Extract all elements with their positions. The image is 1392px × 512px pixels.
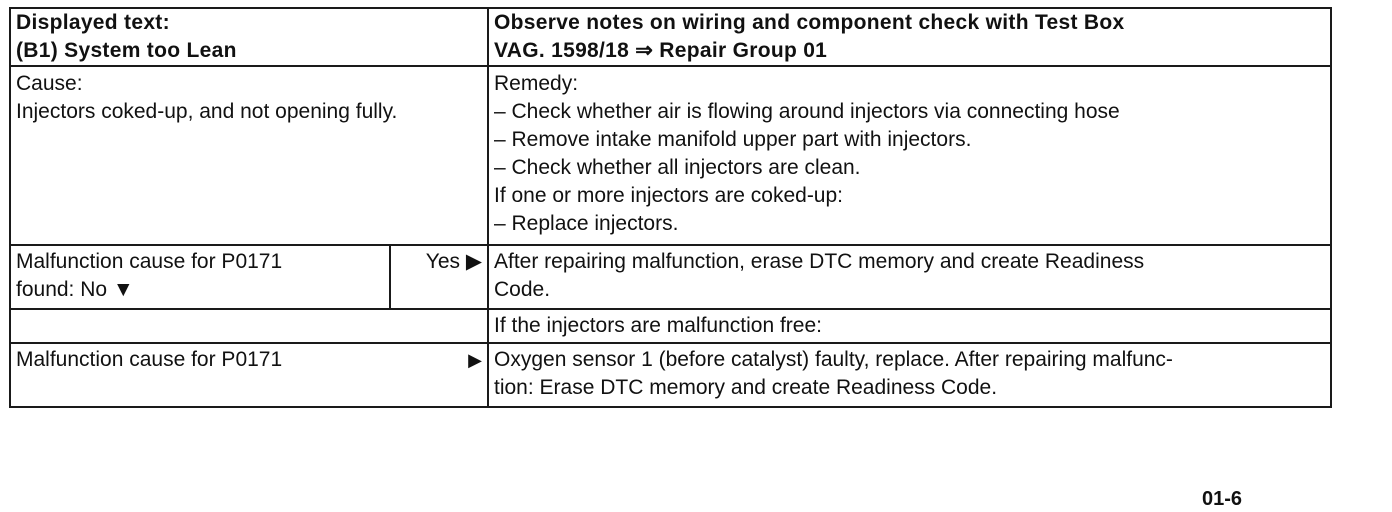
remedy-cell <box>488 66 1331 245</box>
final-question-cell <box>10 343 390 407</box>
remedy-step: – Check whether all injectors are clean. <box>494 156 861 179</box>
diagnostic-table <box>9 7 1332 408</box>
yes-branch-cell <box>390 245 488 309</box>
notes-header <box>488 8 1331 66</box>
final-question-text: Malfunction cause for P0171 <box>16 348 283 371</box>
yes-arrow-label: Yes ▶ <box>425 250 482 273</box>
displayed-text-label: Displayed text: <box>16 11 170 34</box>
found-action-line-1: After repairing malfunction, erase DTC memory and create Readiness <box>494 250 1145 273</box>
final-action-line-1: Oxygen sensor 1 (before catalyst) faulty, replace. After repairing malfunc- <box>494 348 1173 371</box>
cause-text: Injectors coked-up, and not opening fully. <box>16 100 398 123</box>
final-row <box>10 343 1331 407</box>
page-number: 01-6 <box>1202 488 1243 510</box>
found-question-line-1: Malfunction cause for P0171 <box>16 250 283 273</box>
remedy-step: – Replace injectors. <box>494 212 679 235</box>
header-row <box>10 8 1331 66</box>
remedy-step: – Check whether air is flowing around injectors via connecting hose <box>494 100 1120 123</box>
free-condition-text: If the injectors are malfunction free: <box>494 314 822 337</box>
found-question-cell <box>10 245 390 309</box>
found-action-line-2: Code. <box>494 278 551 301</box>
final-action-cell <box>488 343 1331 407</box>
found-row <box>10 245 1331 309</box>
final-action-line-2: tion: Erase DTC memory and create Readiness Code. <box>494 376 998 399</box>
arrow-right-icon: ▶ <box>468 350 482 370</box>
found-action-cell <box>488 245 1331 309</box>
found-question-line-2: found: No ▼ <box>16 278 134 301</box>
notes-line-2: VAG. 1598/18 ⇒ Repair Group 01 <box>494 39 828 62</box>
fault-name: (B1) System too Lean <box>16 39 237 62</box>
free-condition-cell <box>488 309 1331 343</box>
cause-cell <box>10 66 488 245</box>
cause-label: Cause: <box>16 72 83 95</box>
final-arrow-cell <box>390 343 488 407</box>
notes-line-1: Observe notes on wiring and component check with Test Box <box>494 11 1125 34</box>
remedy-label: Remedy: <box>494 72 579 95</box>
free-row <box>10 309 1331 343</box>
empty-cell <box>10 309 488 343</box>
remedy-step: – Remove intake manifold upper part with injectors. <box>494 128 972 151</box>
cause-remedy-row <box>10 66 1331 245</box>
displayed-text-header <box>10 8 488 66</box>
remedy-condition: If one or more injectors are coked-up: <box>494 184 844 207</box>
